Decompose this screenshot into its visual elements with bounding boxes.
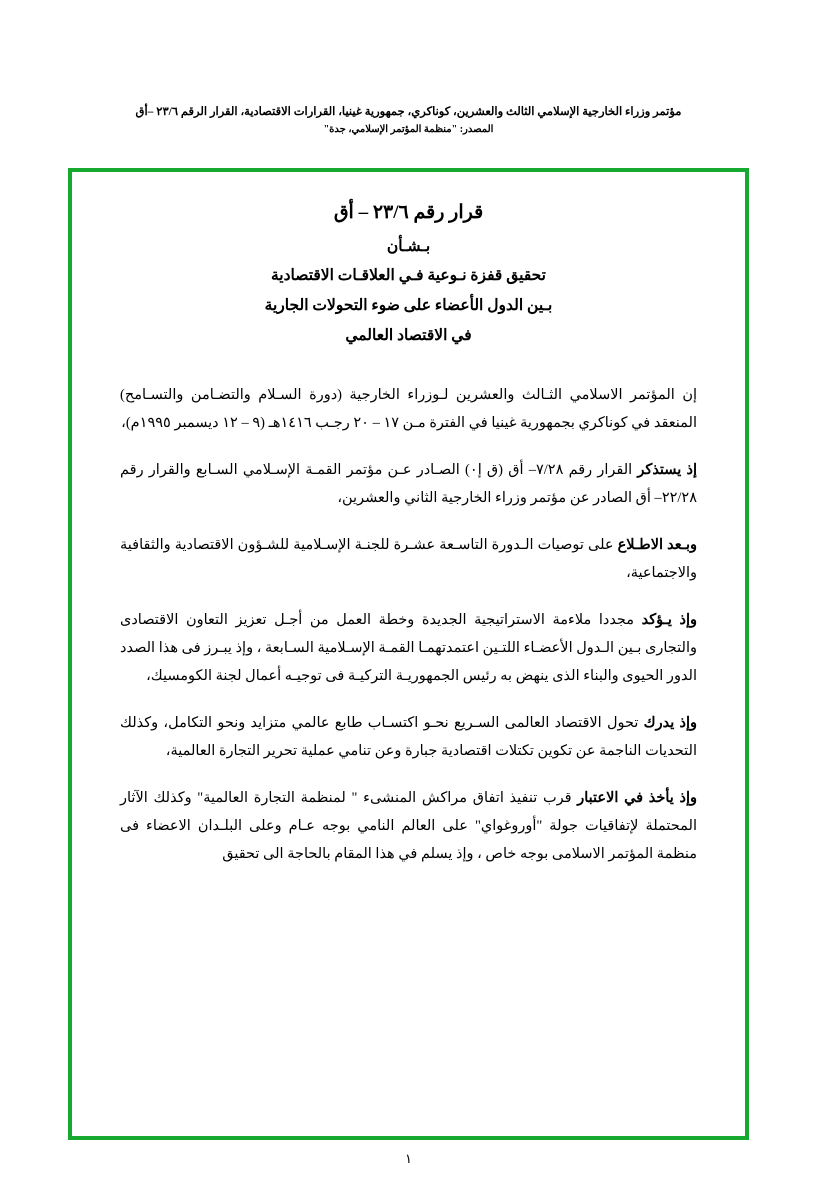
paragraph-text: القرار رقم ٧/٢٨– أق (ق إ٠) الصـادر عـن مؤتمر القمـة الإسـلامي السـابع والقرار رقم ٢٢/٢٨– أق الصادر عن مؤتمر وزراء الخارجية الثاني والعشرين، <box>120 462 697 506</box>
paragraph-text: إن المؤتمر الاسلامي الثـالث والعشرين لـوزراء الخارجية (دورة السـلام والتضـامن والتسـامح) المنعقد في كوناكري بجمهورية غينيا في الفترة مـن ١٧ – ٢٠ رجـب ١٤١٦هـ (٩ – ١٢ ديسمبر ١٩٩٥م)، <box>120 387 697 431</box>
paragraph-realizing <box>120 709 697 765</box>
paragraph-taking-into-account <box>120 784 697 868</box>
paragraph-preamble <box>120 381 697 437</box>
document-header <box>0 104 817 138</box>
paragraph-text: مجددا ملاءمة الاستراتيجية الجديدة وخطة العمل من أجـل تعزيز التعاون الاقتصادى والتجارى بـين الـدول الأعضـاء اللتـين اعتمدتهمـا القمـة الإسـلامية السـابعة ، وإذ يبـرز فى هذا الصدد الدور الحيوى والبناء الذى ينهض به رئيس الجمهوريـة التركيـة فى توجيـه أعمال لجنة الكومسيك، <box>120 612 697 684</box>
paragraph-lead: إذ يستذكر <box>637 462 697 478</box>
paragraph-reaffirming <box>120 606 697 690</box>
paragraph-text: قرب تنفيذ اتفاق مراكش المنشىء " لمنظمة التجارة العالمية" وكذلك الآثار المحتملة لإتفاقيات جولة "أوروغواي" على العالم النامي بوجه عـام وعلى البلـدان الاعضاء فى منظمة المؤتمر الاسلامى بوجه خاص ، وإذ يسلم في هذا المقام بالحاجة الى تحقيق <box>120 790 697 862</box>
paragraph-having-considered <box>120 531 697 587</box>
page-number: ١ <box>405 1151 412 1166</box>
resolution-title-block <box>120 198 697 351</box>
resolution-concerning: بـشـأن <box>386 238 431 255</box>
paragraph-text: تحول الاقتصاد العالمى السـريع نحـو اكتسـاب طابع عالمي متزايد ونحو التكامل، وكذلك التحديات الناجمة عن تكوين تكتلات اقتصادية جبارة وعن تنامي عملية تحرير التجارة العالمية، <box>120 715 697 759</box>
content-frame-inner <box>72 172 745 1136</box>
resolution-title-line-2: بـين الدول الأعضاء على ضوء التحولات الجارية <box>264 297 553 314</box>
resolution-title-line-3: في الاقتصاد العالمي <box>345 327 472 344</box>
resolution-body <box>120 381 697 868</box>
resolution-title-line-1: تحقيق قفزة نـوعية فـي العلاقـات الاقتصادية <box>271 267 546 284</box>
paragraph-lead: وبـعد الاطـلاع <box>617 537 697 553</box>
header-conference-line: مؤتمر وزراء الخارجية الإسلامي الثالث والعشرين، كوناكري، جمهورية غينيا، القرارات الاقتصادية، القرار الرقم ٢٣/٦ –أق <box>135 106 682 118</box>
paragraph-lead: وإذ يـؤكد <box>641 612 697 628</box>
paragraph-recalling <box>120 456 697 512</box>
header-source-line: المصدر: "منظمة المؤتمر الإسلامي، جدة" <box>323 124 494 135</box>
paragraph-lead: وإذ يأخذ في الاعتبار <box>577 790 697 806</box>
paragraph-lead: وإذ يدرك <box>643 715 697 731</box>
resolution-number: قرار رقم ٢٣/٦ – أق <box>333 202 484 223</box>
paragraph-text: على توصيات الـدورة التاسـعة عشـرة للجنـة الإسـلامية للشـؤون الاقتصادية والثقافية والاجتماعية، <box>120 537 697 581</box>
content-frame <box>68 168 749 1140</box>
